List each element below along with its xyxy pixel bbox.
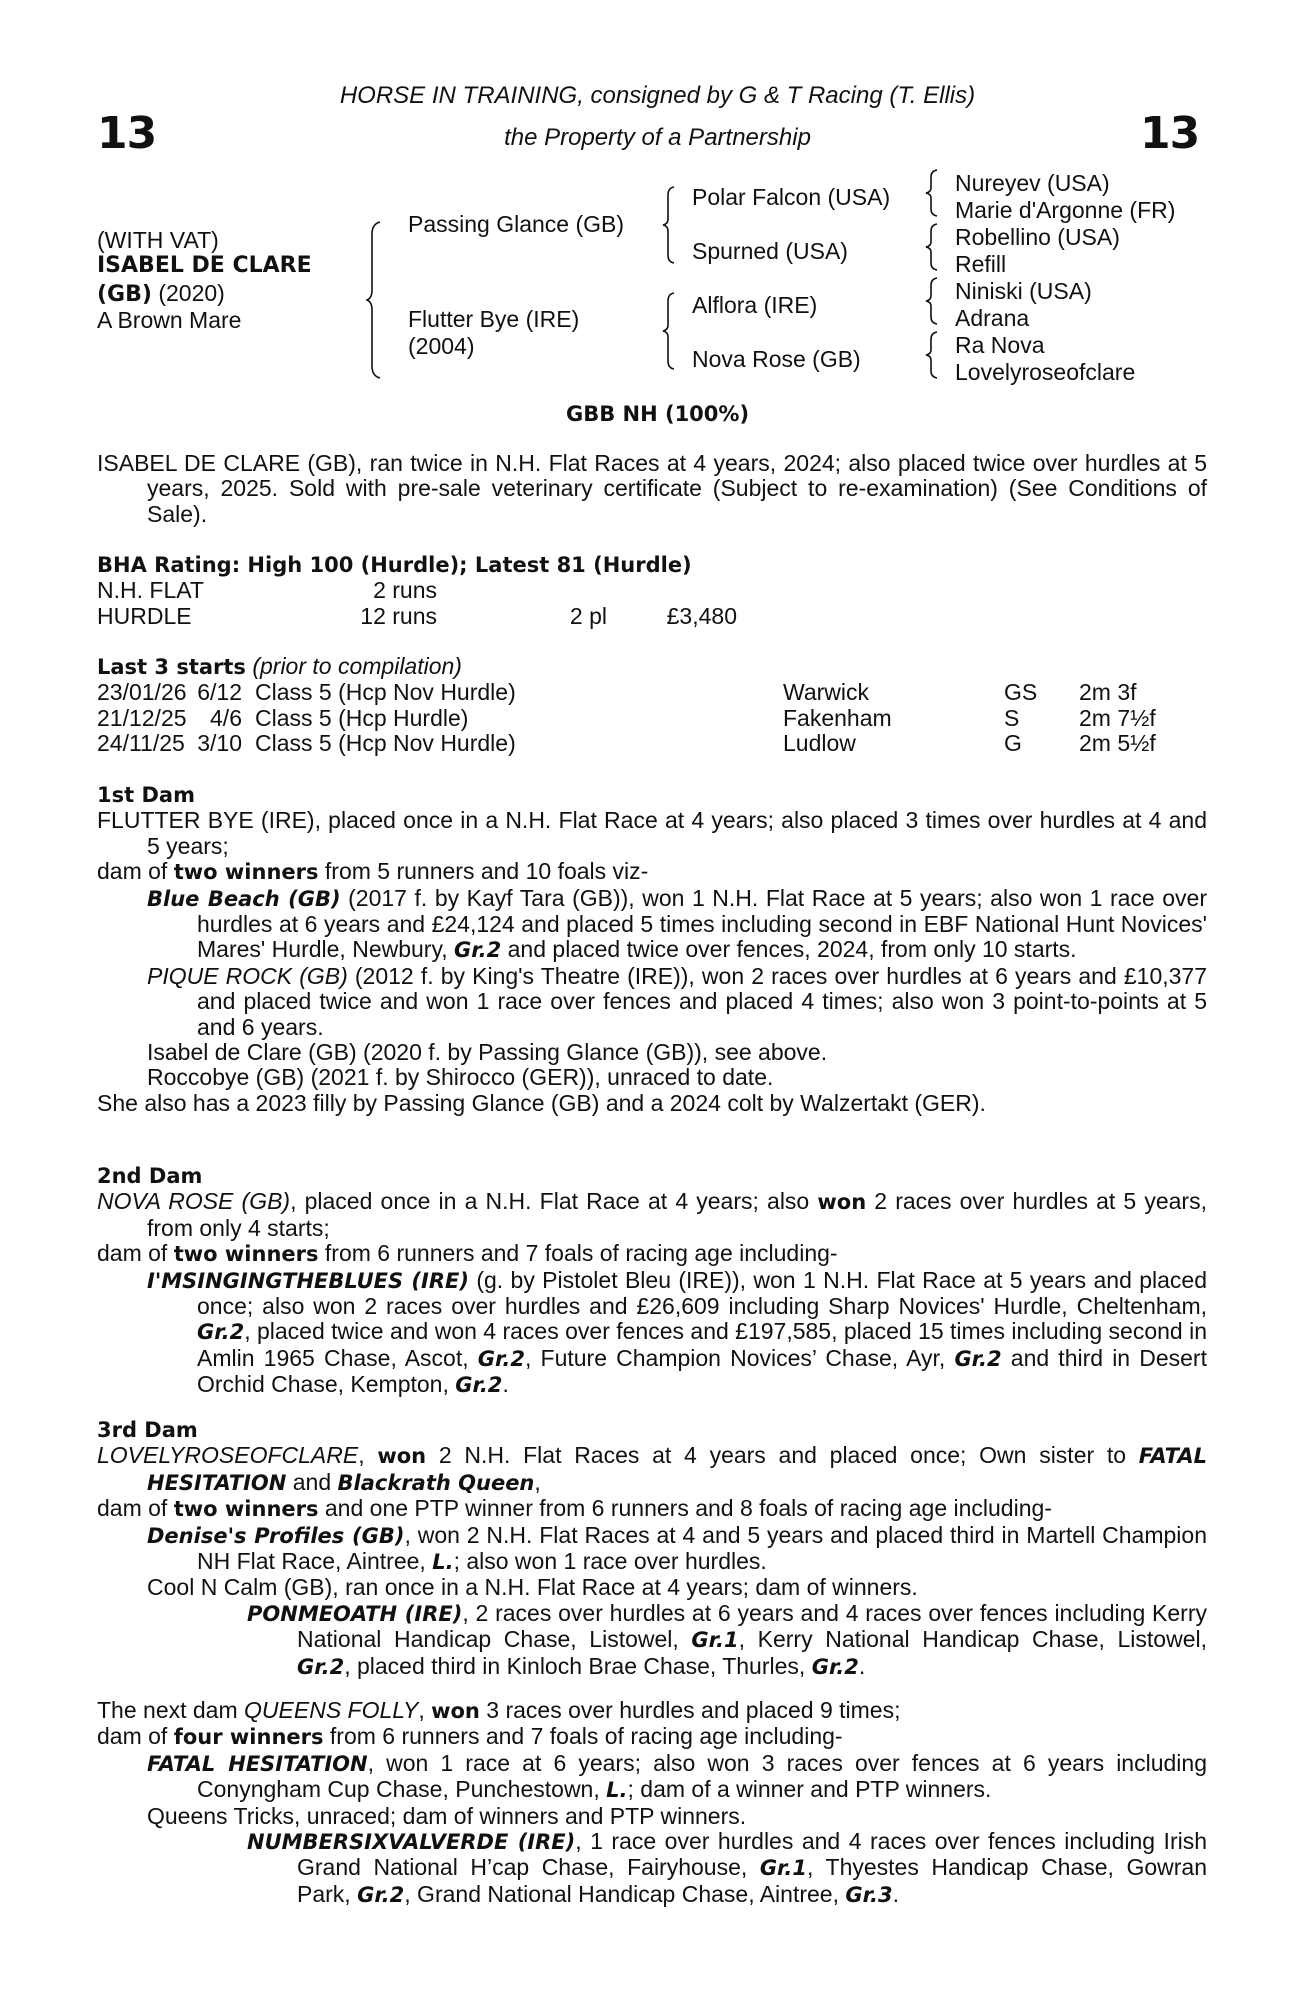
pedigree-g3-3: Robellino (USA) bbox=[955, 224, 1120, 250]
text: from 6 runners and 7 foals of racing age including- bbox=[323, 1723, 843, 1750]
winners-count: two winners bbox=[173, 1242, 319, 1267]
property-header: the Property of a Partnership bbox=[504, 124, 811, 151]
text: dam of bbox=[97, 858, 174, 885]
last-starts-note: (prior to compilation) bbox=[252, 653, 462, 679]
text: and bbox=[286, 1468, 338, 1495]
text: , bbox=[534, 1468, 541, 1495]
produce-name: PONMEOATH (IRE) bbox=[247, 1601, 463, 1626]
rating-placed: 2 pl bbox=[569, 602, 607, 629]
pedigree-brace-g3-3 bbox=[925, 276, 941, 326]
text: , Kerry National Handicap Chase, Listowel, bbox=[738, 1626, 1208, 1653]
pedigree-dam-dam: Nova Rose (GB) bbox=[692, 346, 861, 372]
text: (g. by Pistolet Bleu (IRE)), won 1 N.H. Flat Race at 5 years and placed once; also won 2 races over hurdles and £26,609 including Sharp Novices' Hurdle, Cheltenham, bbox=[197, 1266, 1207, 1320]
rating-type: N.H. FLAT bbox=[97, 577, 204, 604]
pedigree-dam: Flutter Bye (IRE) bbox=[408, 306, 580, 332]
text: , bbox=[418, 1697, 432, 1723]
text: , Future Champion Novices’ Chase, Ayr, bbox=[524, 1344, 955, 1371]
start-going: GS bbox=[1004, 679, 1038, 706]
text: , won 1 race at 6 years; also won 3 races over fences at 6 years including Conyngham Cup Chase, Punchestown, bbox=[197, 1749, 1207, 1803]
start-row bbox=[97, 731, 1156, 756]
rating-row bbox=[97, 604, 737, 629]
start-distance: 2m 7½f bbox=[1079, 704, 1156, 731]
rating-placed bbox=[437, 578, 607, 603]
second-dam-intro bbox=[97, 1189, 1207, 1241]
rating-runs: 12 runs bbox=[360, 602, 437, 629]
pedigree-g3-5: Niniski (USA) bbox=[955, 278, 1092, 304]
pedigree-dam-year: (2004) bbox=[408, 333, 475, 359]
pedigree-sire-dam: Spurned (USA) bbox=[692, 238, 848, 264]
produce-entry bbox=[97, 1268, 1207, 1399]
next-dam-intro bbox=[97, 1698, 1207, 1724]
third-dam-intro bbox=[97, 1443, 1207, 1496]
text: , 1 race over hurdles and 4 races over fences including Irish Grand National H’cap Chase, Fairyhouse, bbox=[297, 1828, 1207, 1881]
text: , Grand National Handicap Chase, Aintree, bbox=[404, 1880, 846, 1907]
text: , placed once in a N.H. Flat Race at 4 years; also bbox=[290, 1188, 818, 1215]
dam-name: NOVA ROSE (GB) bbox=[97, 1188, 291, 1215]
text: and one PTP winner from 6 runners and 8 foals of racing age including- bbox=[318, 1495, 1052, 1522]
last-starts-table bbox=[97, 680, 1156, 756]
produce-entry bbox=[97, 964, 1207, 1040]
produce-entry bbox=[97, 1751, 1207, 1804]
text: dam of bbox=[97, 1240, 174, 1267]
rating-row bbox=[97, 578, 737, 603]
produce-entry bbox=[97, 1523, 1207, 1576]
dam-name: QUEENS FOLLY bbox=[244, 1697, 419, 1723]
start-race: Class 5 (Hcp Nov Hurdle) bbox=[255, 730, 516, 757]
text: . bbox=[858, 1652, 866, 1679]
grade-label: Gr.2 bbox=[455, 1373, 503, 1398]
last-starts-title: Last 3 starts bbox=[97, 655, 246, 679]
start-date: 21/12/25 bbox=[97, 704, 187, 731]
rating-section bbox=[97, 553, 1207, 629]
listed-label: L. bbox=[432, 1550, 454, 1575]
lot-number-right: 13 bbox=[1140, 108, 1200, 159]
rating-type: HURDLE bbox=[97, 602, 192, 629]
text: dam of bbox=[97, 1495, 174, 1522]
summary-text: ISABEL DE CLARE (GB), ran twice in N.H. Flat Races at 4 years, 2024; also placed twice over hurdles at 5 years, 2025. Sold with pre-sale veterinary certificate (Subject to re-examination) (See Conditions of Sale). bbox=[97, 450, 1207, 527]
grade-label: Gr.2 bbox=[357, 1882, 405, 1907]
rating-prize bbox=[607, 578, 737, 603]
start-race: Class 5 (Hcp Hurdle) bbox=[255, 704, 469, 731]
summary-section bbox=[97, 451, 1207, 527]
first-dam-section bbox=[97, 783, 1207, 1116]
text: 2 N.H. Flat Races at 4 years and placed once; Own sister to bbox=[426, 1442, 1139, 1469]
text: , 2 races over hurdles at 6 years and 4 races over fences including Kerry National Handicap Chase, Listowel, bbox=[297, 1599, 1207, 1653]
grade-label: Gr.3 bbox=[845, 1882, 893, 1907]
text: from 6 runners and 7 foals of racing age including- bbox=[318, 1240, 838, 1267]
text: The next dam bbox=[97, 1697, 245, 1723]
produce-entry: Cool N Calm (GB), ran once in a N.H. Flat Race at 4 years; dam of winners. bbox=[147, 1574, 918, 1601]
pedigree-brace-g3-2 bbox=[925, 222, 941, 272]
grade-label: Gr.1 bbox=[759, 1856, 808, 1881]
pedigree-sire: Passing Glance (GB) bbox=[408, 211, 625, 237]
produce-entry bbox=[97, 1829, 1207, 1908]
pedigree-g3-1: Nureyev (USA) bbox=[955, 170, 1110, 196]
text: , won 2 N.H. Flat Races at 4 and 5 years and placed third in Martell Champion NH Flat Race, Aintree, bbox=[197, 1521, 1207, 1575]
third-dam-title: 3rd Dam bbox=[97, 1418, 198, 1442]
horse-country: (GB) bbox=[97, 282, 152, 307]
pedigree-brace-main bbox=[366, 220, 386, 380]
pedigree-dam-sire: Alflora (IRE) bbox=[692, 292, 818, 318]
grade-label: Gr.1 bbox=[691, 1628, 739, 1653]
first-dam-also: She also has a 2023 filly by Passing Glance (GB) and a 2024 colt by Walzertakt (GER). bbox=[97, 1089, 986, 1116]
horse-country-year bbox=[97, 280, 225, 308]
text: , bbox=[358, 1442, 378, 1469]
pedigree-g3-7: Ra Nova bbox=[955, 332, 1045, 358]
text: dam of bbox=[97, 1723, 174, 1750]
produce-name: FATAL HESITATION bbox=[147, 1751, 368, 1776]
pedigree-sire-sire: Polar Falcon (USA) bbox=[692, 184, 891, 210]
text: and placed twice over fences, 2024, from only 10 starts. bbox=[501, 936, 1077, 963]
lot-number-left: 13 bbox=[97, 108, 157, 159]
text: , placed third in Kinloch Brae Chase, Thurles, bbox=[344, 1652, 812, 1679]
third-dam-produce-summary bbox=[97, 1496, 1207, 1522]
vat-label: (WITH VAT) bbox=[97, 227, 219, 253]
start-date: 24/11/25 bbox=[97, 730, 185, 757]
produce-entry: Isabel de Clare (GB) (2020 f. by Passing Glance (GB)), see above. bbox=[147, 1039, 828, 1066]
rating-runs: 2 runs bbox=[373, 577, 437, 604]
won-label: won bbox=[431, 1699, 480, 1723]
pedigree-g3-8: Lovelyroseofclare bbox=[955, 359, 1136, 385]
grade-label: Gr.2 bbox=[811, 1654, 859, 1679]
next-dam-section bbox=[97, 1698, 1207, 1908]
gbb-label: GBB NH (100%) bbox=[565, 402, 750, 426]
won-label: won bbox=[817, 1190, 867, 1215]
pedigree-g3-2: Marie d'Argonne (FR) bbox=[955, 197, 1176, 223]
sibling-name: Blackrath Queen bbox=[337, 1470, 535, 1495]
start-going: S bbox=[1004, 704, 1020, 731]
text: , placed twice and won 4 races over fences and £197,585, placed 15 times including second in Amlin 1965 Chase, Ascot, bbox=[197, 1318, 1207, 1371]
text: (2012 f. by King's Theatre (IRE)), won 2 races over hurdles at 6 years and £10,377 and placed twice and won 1 race over fences and placed 4 times; also won 3 point-to-points at 5 and 6 years. bbox=[197, 962, 1207, 1040]
grade-label: Gr.2 bbox=[197, 1320, 245, 1345]
produce-entry: Roccobye (GB) (2021 f. by Shirocco (GER)), unraced to date. bbox=[147, 1064, 774, 1091]
start-position: 6/12 bbox=[197, 679, 242, 706]
pedigree-g3-6: Adrana bbox=[955, 305, 1030, 331]
text: . bbox=[502, 1371, 509, 1398]
second-dam-section bbox=[97, 1164, 1207, 1399]
third-dam-section bbox=[97, 1418, 1207, 1680]
grade-label: Gr.2 bbox=[954, 1346, 1002, 1371]
produce-entry bbox=[97, 1601, 1207, 1680]
grade-label: Gr.2 bbox=[454, 938, 502, 963]
pedigree-brace-g3-1 bbox=[925, 168, 941, 218]
sibling-name: FATAL HESITATION bbox=[147, 1444, 1208, 1495]
consignment-header: HORSE IN TRAINING, consigned by G & T Racing (T. Ellis) bbox=[339, 82, 976, 109]
start-position: 4/6 bbox=[210, 704, 242, 731]
first-dam-title: 1st Dam bbox=[97, 783, 195, 807]
text: ; also won 1 race over hurdles. bbox=[453, 1548, 767, 1575]
start-row bbox=[97, 706, 1156, 731]
start-date: 23/01/26 bbox=[97, 679, 187, 706]
grade-label: Gr.2 bbox=[297, 1654, 345, 1679]
second-dam-produce-summary bbox=[97, 1241, 1207, 1267]
text: from 5 runners and 10 foals viz- bbox=[318, 858, 649, 885]
text: 2 races over hurdles at 5 years, from only 4 starts; bbox=[147, 1188, 1207, 1241]
produce-name: NUMBERSIXVALVERDE (IRE) bbox=[247, 1830, 576, 1855]
second-dam-title: 2nd Dam bbox=[97, 1164, 203, 1188]
rating-table bbox=[97, 578, 737, 629]
text: (2017 f. by Kayf Tara (GB)), won 1 N.H. Flat Race at 5 years; also won 1 race over hurdles at 6 years and £24,124 and placed 5 times including second in EBF National Hunt Novices' Mares' Hurdle, Newbury, bbox=[197, 884, 1208, 963]
winners-count: two winners bbox=[173, 1497, 319, 1522]
start-distance: 2m 5½f bbox=[1079, 730, 1156, 757]
start-position: 3/10 bbox=[197, 730, 242, 757]
produce-entry bbox=[97, 886, 1207, 964]
produce-name: Denise's Profiles (GB) bbox=[147, 1523, 405, 1548]
start-course: Warwick bbox=[783, 679, 870, 706]
start-course: Ludlow bbox=[783, 730, 856, 757]
first-dam-intro: FLUTTER BYE (IRE), placed once in a N.H. Flat Race at 4 years; also placed 3 times over hurdles at 4 and 5 years; bbox=[97, 807, 1207, 859]
first-dam-produce-summary bbox=[97, 859, 1207, 885]
text: , Thyestes Handicap Chase, Gowran Park, bbox=[297, 1854, 1208, 1907]
rating-title: BHA Rating: High 100 (Hurdle); Latest 81 (Hurdle) bbox=[97, 553, 692, 577]
listed-label: L. bbox=[606, 1778, 628, 1803]
next-dam-produce-summary bbox=[97, 1724, 1207, 1750]
rating-prize: £3,480 bbox=[666, 602, 737, 629]
start-distance: 2m 3f bbox=[1079, 679, 1137, 706]
dam-name: LOVELYROSEOFCLARE bbox=[97, 1442, 359, 1469]
text: . bbox=[892, 1880, 899, 1907]
produce-entry: Queens Tricks, unraced; dam of winners and PTP winners. bbox=[147, 1802, 747, 1829]
start-race: Class 5 (Hcp Nov Hurdle) bbox=[255, 679, 516, 706]
won-label: won bbox=[377, 1444, 427, 1469]
pedigree-brace-sire bbox=[662, 185, 678, 265]
horse-year: (2020) bbox=[158, 280, 225, 306]
text: 3 races over hurdles and placed 9 times; bbox=[479, 1697, 901, 1723]
text: ; dam of a winner and PTP winners. bbox=[627, 1776, 992, 1803]
produce-name: I'MSINGINGTHEBLUES (IRE) bbox=[147, 1268, 469, 1293]
start-going: G bbox=[1004, 730, 1022, 757]
text: and third in Desert Orchid Chase, Kempton, bbox=[197, 1344, 1207, 1398]
horse-name: ISABEL DE CLARE bbox=[97, 253, 312, 278]
last-starts-section bbox=[97, 654, 1207, 757]
winners-count: four winners bbox=[173, 1725, 324, 1750]
winners-count: two winners bbox=[173, 860, 319, 885]
horse-description: A Brown Mare bbox=[97, 307, 242, 333]
pedigree-brace-g3-4 bbox=[925, 330, 941, 380]
produce-name: PIQUE ROCK (GB) bbox=[147, 962, 348, 989]
pedigree-brace-dam bbox=[662, 291, 678, 371]
produce-name: Blue Beach (GB) bbox=[147, 886, 341, 911]
start-row bbox=[97, 680, 1156, 705]
pedigree-g3-4: Refill bbox=[955, 251, 1007, 277]
grade-label: Gr.2 bbox=[477, 1346, 525, 1371]
start-course: Fakenham bbox=[783, 704, 892, 731]
